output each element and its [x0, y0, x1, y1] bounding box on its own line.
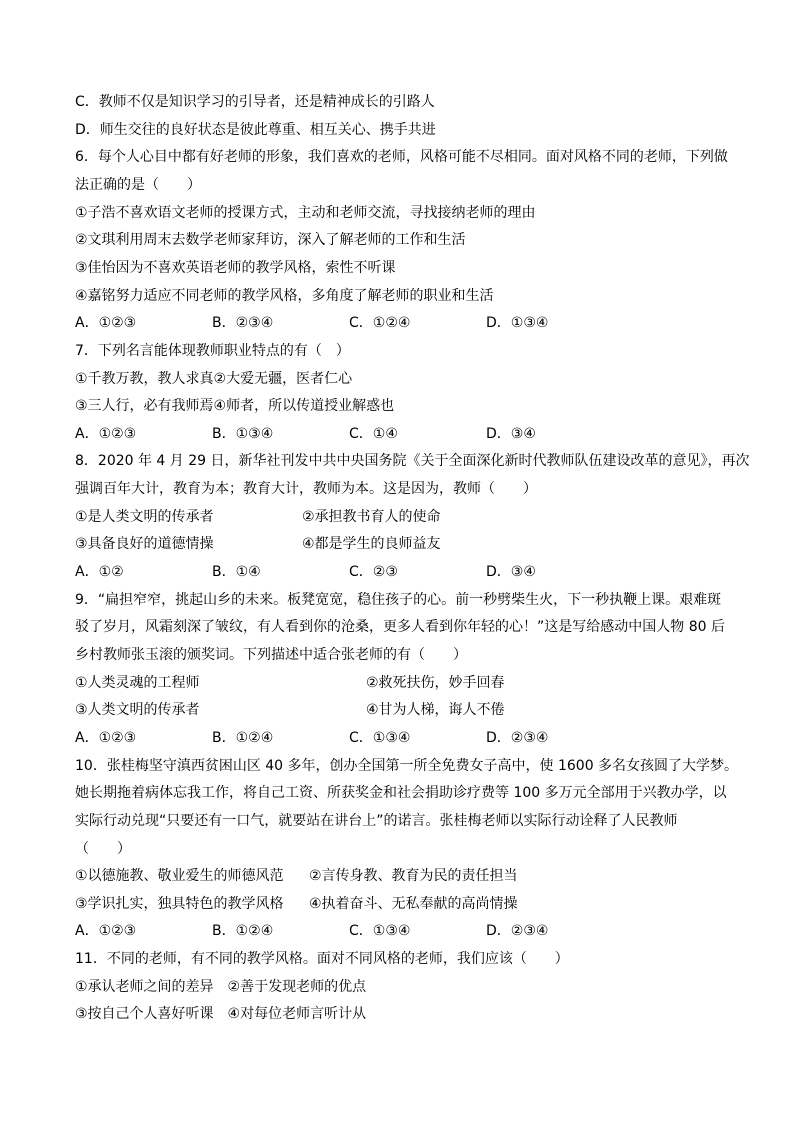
question-10-stem-cont: 她长期拖着病体忘我工作，将自己工资、所获奖金和社会捐助诊疗费等 100 多万元全部用于兴教办学，以	[75, 785, 727, 801]
q11-items-3-4: ③按自己个人喜好听课 ④对每位老师言听计从	[75, 1006, 367, 1022]
q10-item-2: ②言传身教、教育为民的责任担当	[309, 868, 518, 884]
q11-items-1-2: ①承认老师之间的差异 ②善于发现老师的优点	[75, 979, 367, 995]
question-8-stem: 8．2020 年 4 月 29 日，新华社刊发中共中央国务院《关于全面深化新时代教师队伍建设改革的意见》，再次	[75, 453, 750, 469]
q10-option-a: A．①②③	[75, 923, 137, 939]
question-6-stem-cont: 法正确的是（ ）	[75, 177, 201, 193]
question-10-stem: 10．张桂梅坚守滇西贫困山区 40 多年，创办全国第一所全免费女子高中，使 1600 多名女孩圆了大学梦。	[75, 758, 739, 774]
question-7-stem: 7．下列名言能体现教师职业特点的有（ ）	[75, 343, 350, 359]
q9-item-1: ①人类灵魂的工程师	[75, 675, 200, 691]
q7-option-c: C．①④	[349, 426, 398, 442]
q10-item-4: ④执着奋斗、无私奉献的高尚情操	[309, 896, 518, 912]
q10-item-3: ③学识扎实，独具特色的教学风格	[75, 896, 284, 912]
q8-item-2: ②承担教书育人的使命	[302, 509, 441, 525]
question-6-stem: 6．每个人心目中都有好老师的形象，我们喜欢的老师，风格可能不尽相同。面对风格不同的老师，下列做	[75, 149, 728, 165]
q10-option-b: B．①②④	[212, 923, 274, 939]
q10-option-c: C．①③④	[349, 923, 411, 939]
q7-option-b: B．①③④	[212, 426, 274, 442]
question-9-stem-end: 乡村教师张玉滚的颁奖词。下列描述中适合张老师的有（ ）	[75, 647, 467, 663]
q9-option-b: B．①②④	[212, 730, 274, 746]
q8-option-d: D．③④	[486, 564, 536, 580]
q8-item-1: ①是人类文明的传承者	[75, 509, 214, 525]
q6-option-d: D．①③④	[486, 315, 549, 331]
question-10-stem-cont2: 实际行动兑现“只要还有一口气，就要站在讲台上”的诺言。张桂梅老师以实际行动诠释了人民教师	[75, 813, 678, 829]
option-c-prev: C．教师不仅是知识学习的引导者，还是精神成长的引路人	[75, 94, 435, 110]
q8-option-b: B．①④	[212, 564, 261, 580]
q9-option-d: D．②③④	[486, 730, 549, 746]
q9-option-a: A．①②③	[75, 730, 137, 746]
q7-option-a: A．①②③	[75, 426, 137, 442]
question-9-stem: 9．“扁担窄窄，挑起山乡的未来。板凳宽宽，稳住孩子的心。前一秒劈柴生火，下一秒执鞭上课。艰难斑	[75, 592, 722, 608]
q6-option-a: A．①②③	[75, 315, 137, 331]
q9-option-c: C．①③④	[349, 730, 411, 746]
q6-option-c: C．①②④	[349, 315, 411, 331]
option-d-prev: D．师生交往的良好状态是彼此尊重、相互关心、携手共进	[75, 122, 436, 138]
q6-option-b: B．②③④	[212, 315, 274, 331]
question-11-stem: 11．不同的老师，有不同的教学风格。面对不同风格的老师，我们应该（ ）	[75, 951, 569, 967]
q7-option-d: D．③④	[486, 426, 536, 442]
q8-option-a: A．①②	[75, 564, 124, 580]
q9-item-4: ④甘为人梯，诲人不倦	[366, 702, 505, 718]
q6-item-2: ②文琪利用周末去数学老师家拜访，深入了解老师的工作和生活	[75, 232, 466, 248]
q6-item-4: ④嘉铭努力适应不同老师的教学风格，多角度了解老师的职业和生活	[75, 288, 494, 304]
q10-item-1: ①以德施教、敬业爱生的师德风范	[75, 868, 284, 884]
question-8-stem-cont: 强调百年大计，教育为本；教育大计，教师为本。这是因为，教师（ ）	[75, 481, 537, 497]
q9-item-2: ②救死扶伤，妙手回春	[366, 675, 505, 691]
q6-item-3: ③佳怡因为不喜欢英语老师的教学风格，索性不听课	[75, 260, 396, 276]
q8-option-c: C．②③	[349, 564, 398, 580]
q6-item-1: ①子浩不喜欢语文老师的授课方式，主动和老师交流，寻找接纳老师的理由	[75, 205, 536, 221]
q10-option-d: D．②③④	[486, 923, 549, 939]
q7-items-3-4: ③三人行，必有我师焉④师者，所以传道授业解惑也	[75, 398, 395, 414]
q8-item-3: ③具备良好的道德情操	[75, 536, 214, 552]
question-9-stem-cont: 驳了岁月，风霜刻深了皱纹，有人看到你的沧桑，更多人看到你年轻的心！”这是写给感动中国人物 80 后	[75, 619, 725, 635]
q8-item-4: ④都是学生的良师益友	[302, 536, 441, 552]
q7-items-1-2: ①千教万教，教人求真②大爱无疆，医者仁心	[75, 371, 353, 387]
q9-item-3: ③人类文明的传承者	[75, 702, 200, 718]
question-10-blank: （ ）	[75, 841, 131, 857]
